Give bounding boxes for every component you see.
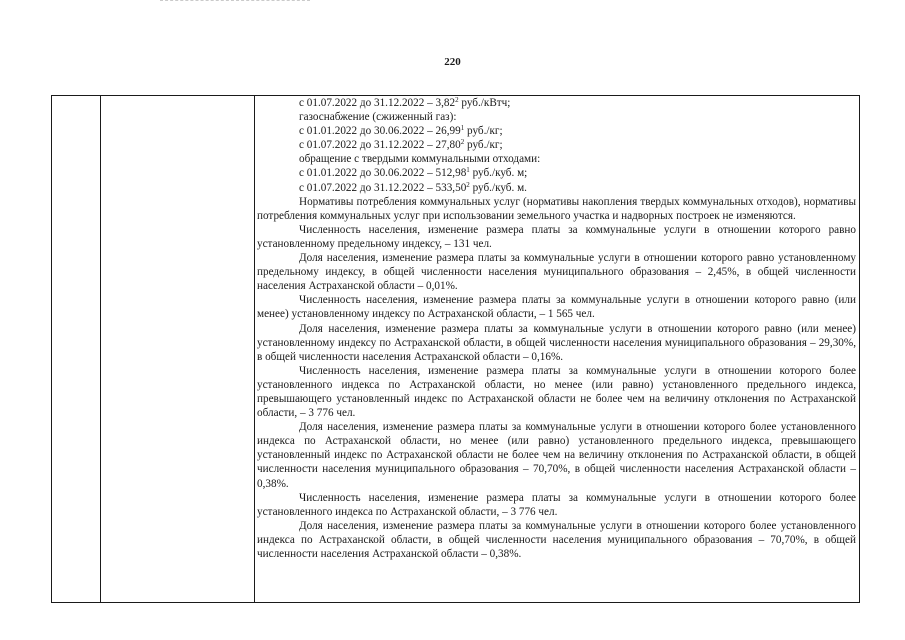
tariff-line: газоснабжение (сжиженный газ): <box>299 111 457 124</box>
paragraph: Численность населения, изменение размера платы за коммунальные услуги в отношении которого более установленного индекса по Астраханской области, но менее (или равно) установленного предельного индекса, превышающего установленный индекс по Астраханской области не более чем на величину отклонения по Астраханской области, – 3 776 чел. <box>257 364 856 420</box>
document-table <box>51 95 860 603</box>
paragraph: Доля населения, изменение размера платы за коммунальные услуги в отношении которого более установленного индекса по Астраханской области, но менее (или равно) установленного предельного индекса, превышающего установленный индекс по Астраханской области не более чем на величину отклонения по Астраханской области, в общей численности населения муниципального образования – 70,70%, в общей численности населения Астраханской области – 0,38%. <box>257 421 856 490</box>
column-divider <box>100 96 101 602</box>
tariff-line: с 01.07.2022 до 31.12.2022 – 533,50$^2$ руб./куб. м. <box>299 180 527 194</box>
tariff-line: с 01.07.2022 до 31.12.2022 – 3,82$^2$ руб./кВтч; <box>299 96 511 109</box>
tariff-line: с 01.01.2022 до 30.06.2022 – 512,98$^1$ руб./куб. м; <box>299 166 528 180</box>
content-cell <box>257 96 856 561</box>
paragraph: Нормативы потребления коммунальных услуг (нормативы накопления твердых коммунальных отходов), нормативы потребления коммунальных услуг при использовании земельного участка и надворных построек не изменяются. <box>257 195 856 222</box>
paragraph: Доля населения, изменение размера платы за коммунальные услуги в отношении которого более установленного индекса по Астраханской области, в общей численности населения муниципального образования – 70,70%, в общей численности населения Астраханской области – 0,38%. <box>257 519 856 560</box>
paragraph: Численность населения, изменение размера платы за коммунальные услуги в отношении которого более установленного индекса по Астраханской области, – 3 776 чел. <box>257 491 856 518</box>
tariff-line: с 01.01.2022 до 30.06.2022 – 26,99$^1$ руб./кг; <box>299 124 503 138</box>
paragraph: Доля населения, изменение размера платы за коммунальные услуги в отношении которого равно (или менее) установленному индексу по Астраханской области, в общей численности населения муниципального образования – 29,30%, в общей численности населения Астраханской области – 0,16%. <box>257 322 856 363</box>
tariff-line: с 01.07.2022 до 31.12.2022 – 27,80$^2$ руб./кг; <box>299 138 503 152</box>
column-divider <box>254 96 255 602</box>
scan-artifact <box>160 0 310 5</box>
tariff-line: обращение с твердыми коммунальными отходами: <box>299 153 541 166</box>
paragraph: Численность населения, изменение размера платы за коммунальные услуги в отношении которого равно (или менее) установленному индексу по Астраханской области, – 1 565 чел. <box>257 294 856 321</box>
paragraph: Доля населения, изменение размера платы за коммунальные услуги в отношении которого равно установленному предельному индексу, в общей численности населения муниципального образования – 2,45%, в общей численности населения Астраханской области – 0,01%. <box>257 252 856 293</box>
paragraph: Численность населения, изменение размера платы за коммунальные услуги в отношении которого равно установленному предельному индексу, – 131 чел. <box>257 223 856 250</box>
page-number: 220 <box>444 56 461 68</box>
